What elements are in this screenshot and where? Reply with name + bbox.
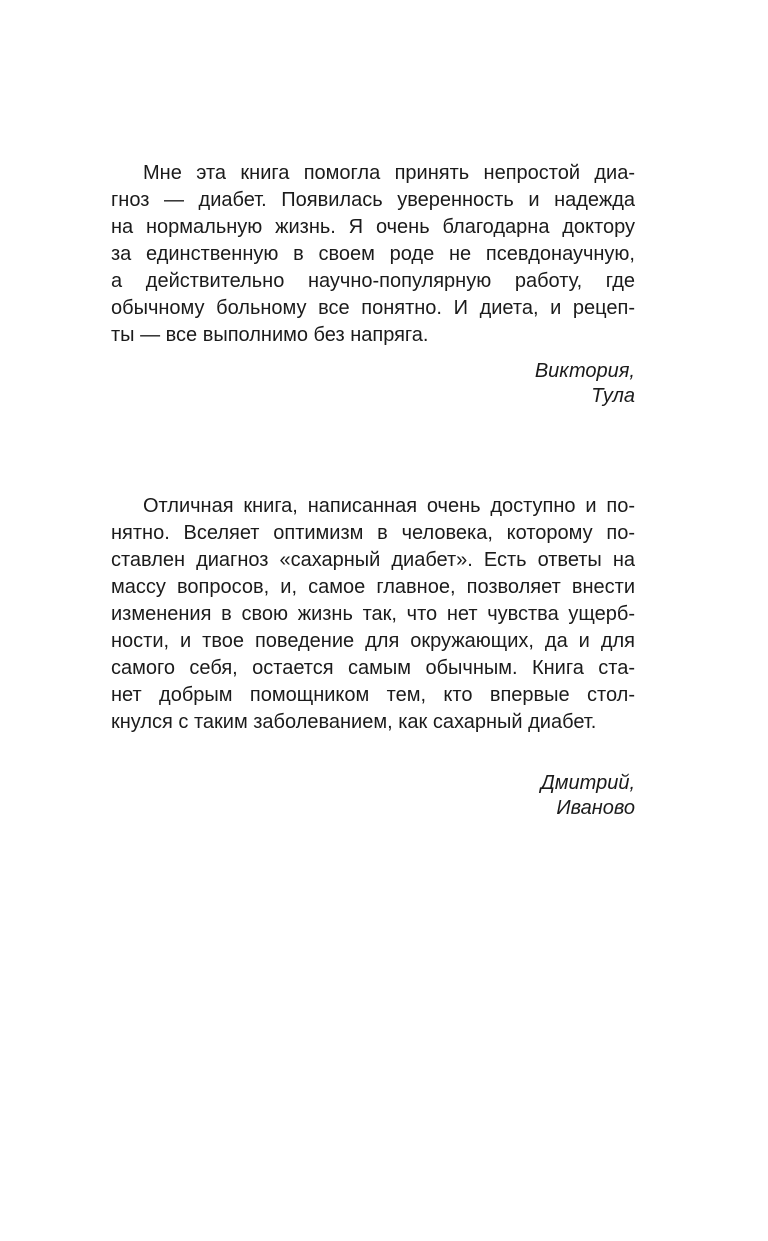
text-line: нятно. Вселяет оптимизм в человека, которому по- [111, 522, 635, 544]
review-2-city: Иваново [556, 797, 635, 819]
text-line: на нормальную жизнь. Я очень благодарна доктору [111, 216, 635, 238]
text-line: массу вопросов, и, самое главное, позволяет внести [111, 576, 635, 598]
text-line: самого себя, остается самым обычным. Книга ста- [111, 657, 635, 679]
text-line: Отличная книга, написанная очень доступно и по- [143, 495, 635, 517]
review-1-author: Виктория, [534, 360, 635, 382]
review-2-paragraph [111, 493, 635, 736]
text-line: Мне эта книга помогла принять непростой диа- [143, 162, 635, 184]
review-1-signature [111, 359, 635, 409]
review-2-author: Дмитрий, [540, 772, 635, 794]
review-1-city: Тула [591, 385, 635, 407]
text-line: ты — все выполнимо без напряга. [111, 324, 429, 346]
text-line: изменения в свою жизнь так, что нет чувства ущерб- [111, 603, 635, 625]
text-line: за единственную в своем роде не псевдонаучную, [111, 243, 635, 265]
text-line: ности, и твое поведение для окружающих, да и для [111, 630, 635, 652]
text-line: а действительно научно-популярную работу, где [111, 270, 635, 292]
text-line: ставлен диагноз «сахарный диабет». Есть ответы на [111, 549, 635, 571]
text-line: нет добрым помощником тем, кто впервые стол- [111, 684, 635, 706]
reviews-block [111, 160, 635, 821]
text-line: обычному больному все понятно. И диета, и рецеп- [111, 297, 635, 319]
review-1-paragraph [111, 160, 635, 349]
review-2-signature [111, 771, 635, 821]
text-line: кнулся с таким заболеванием, как сахарный диабет. [111, 711, 597, 733]
text-line: гноз — диабет. Появилась уверенность и надежда [111, 189, 635, 211]
